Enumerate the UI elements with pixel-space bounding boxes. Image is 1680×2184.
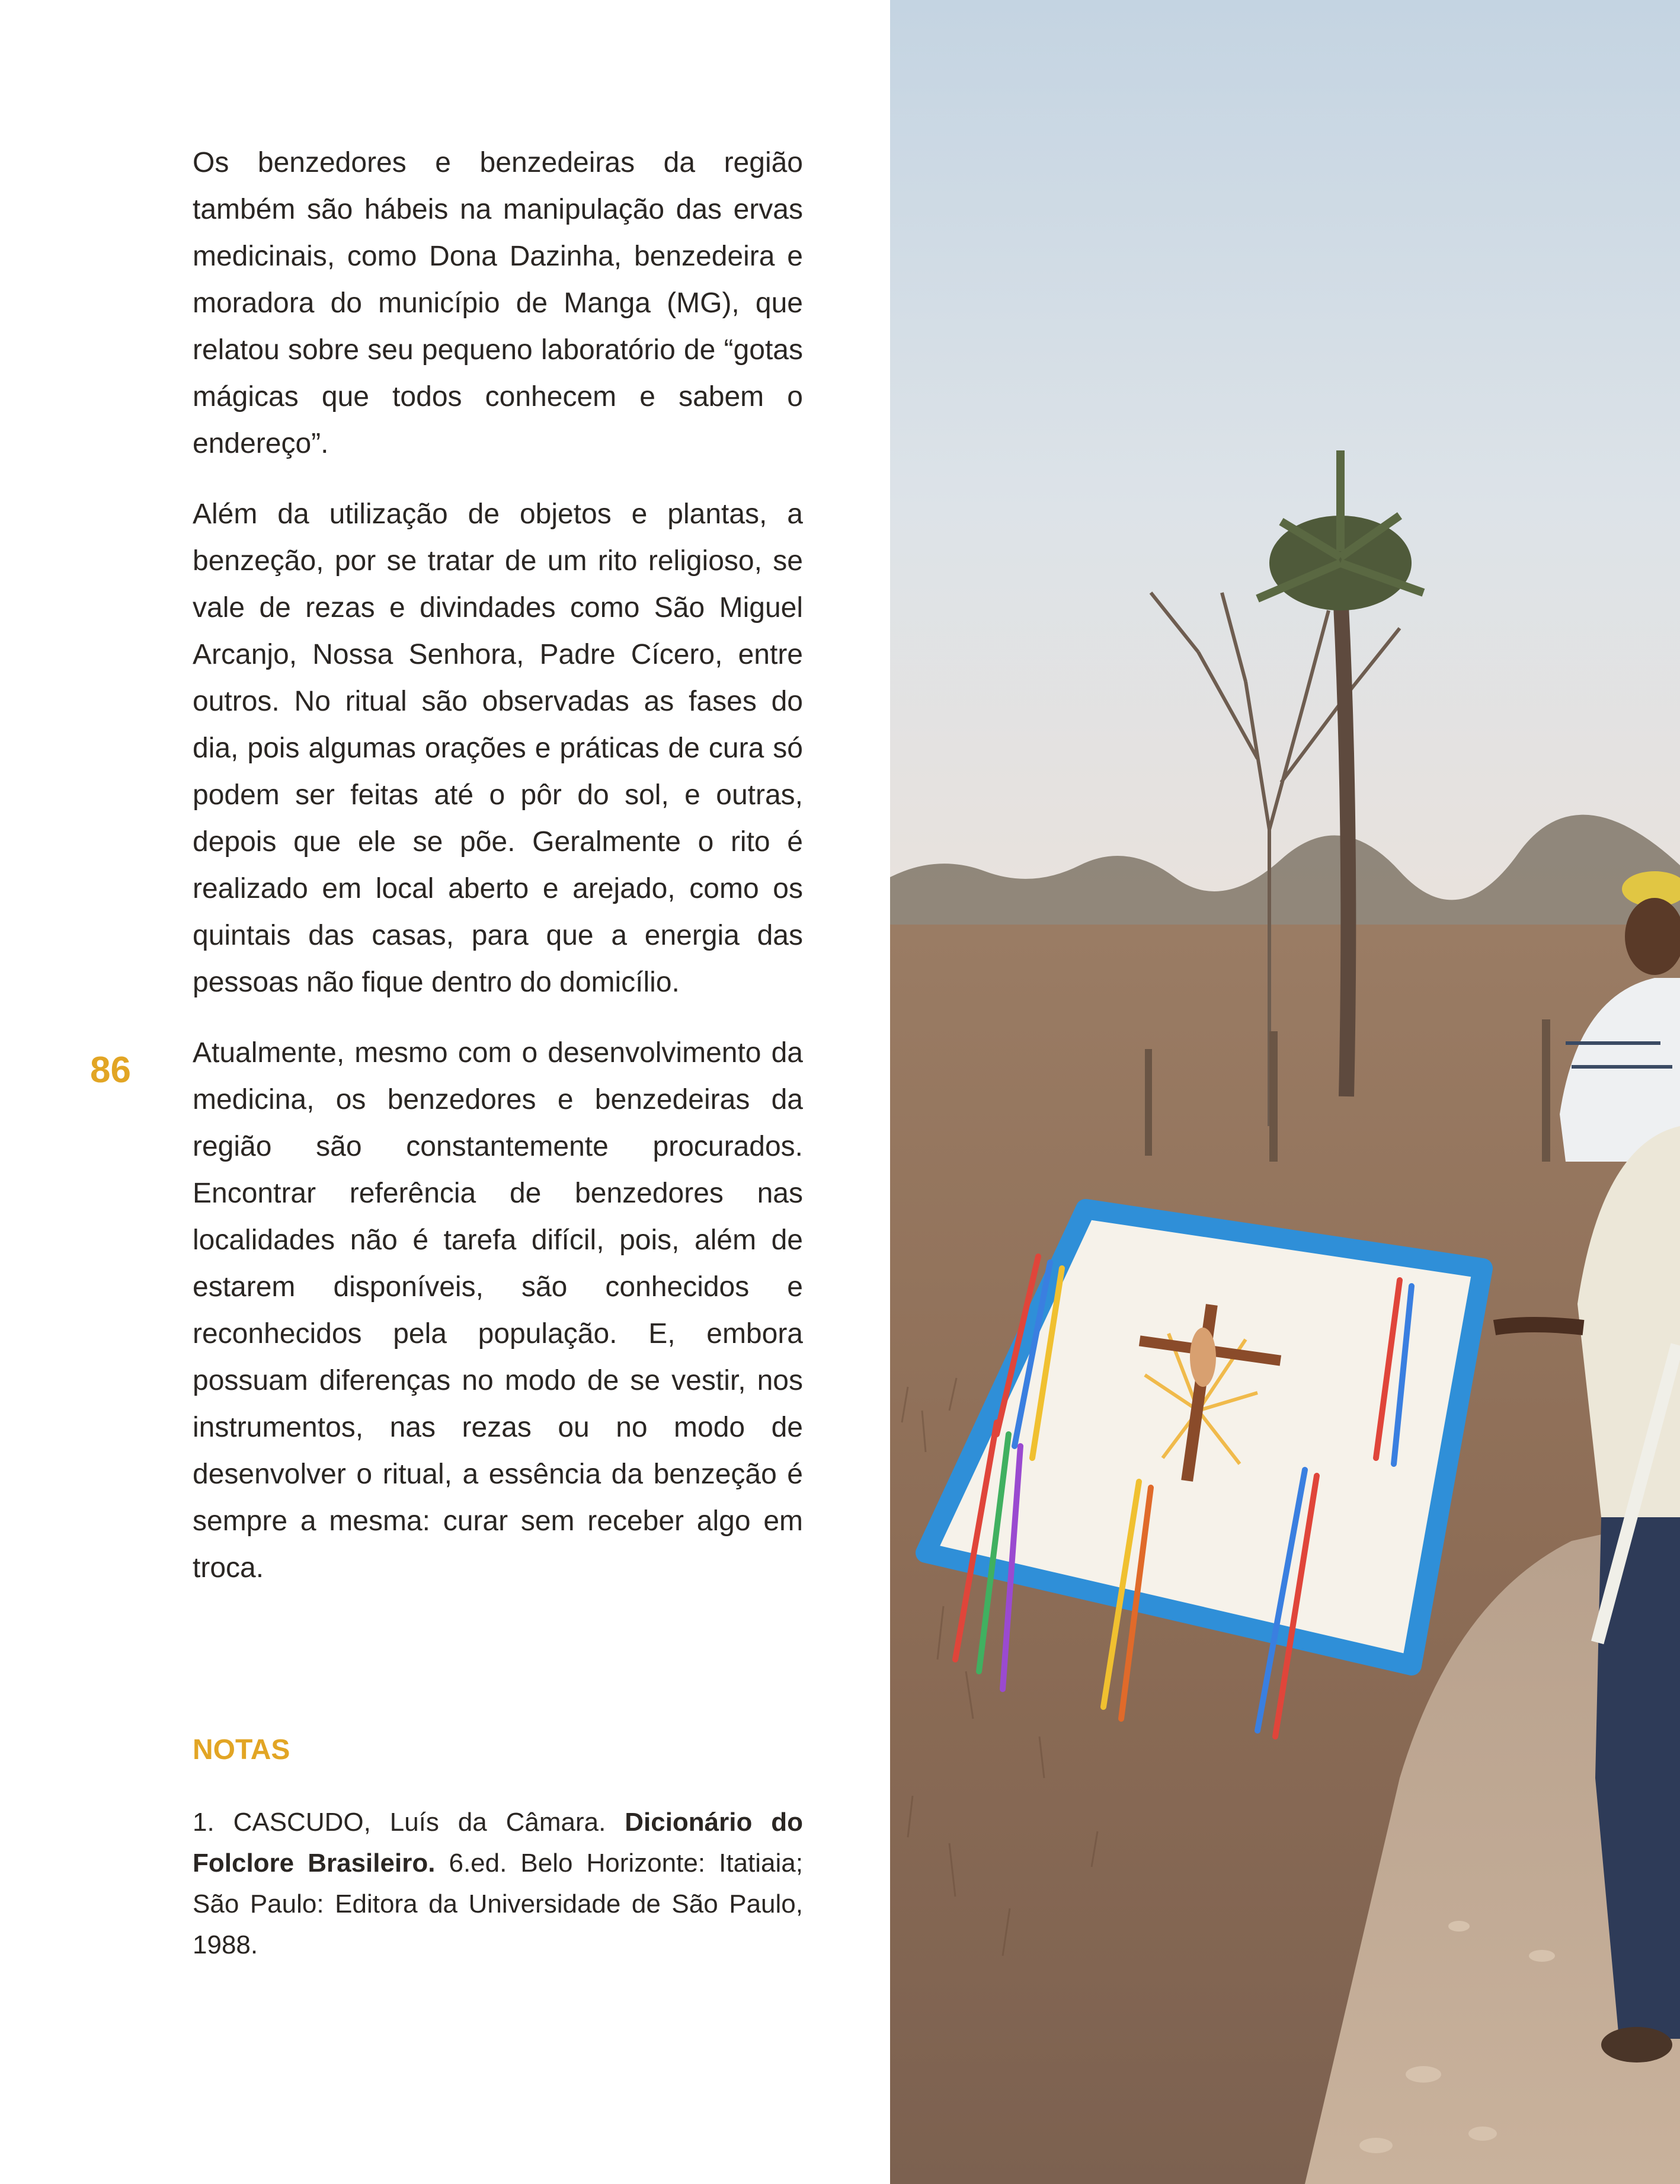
procession-photo-illustration — [890, 0, 1680, 2184]
notes-heading: NOTAS — [193, 1734, 290, 1766]
note-1-title: Dicionário do Folclore Brasileiro. — [193, 1808, 804, 1878]
page-number: 86 — [90, 1050, 131, 1091]
body-paragraph-1: Os benzedores e benzedeiras da região também são hábeis na manipulação das ervas medicinais, como Dona Dazinha, benzedeira e moradora do município de Manga (MG), que relatou sobre seu pequeno laboratório de “gotas mágicas que todos conhecem e sabem o endereço”. — [193, 147, 803, 459]
note-1-suffix: 6.ed. Belo Horizonte: Itatiaia; São Paulo: Editora da Universidade de São Paulo, 1988. — [193, 1849, 803, 1959]
sky — [890, 0, 1680, 925]
note-entry-1 — [193, 1802, 803, 1965]
body-paragraph-2: Além da utilização de objetos e plantas, a benzeção, por se tratar de um rito religioso, se vale de rezas e divindades como São Miguel Arcanjo, Nossa Senhora, Padre Cícero, entre outros. No ritual são observadas as fases do dia, pois algumas orações e práticas de cura só podem ser feitas até o pôr do sol, e outras, depois que ele se põe. Geralmente o rito é realizado em local aberto e arejado, como os quintais das casas, para que a energia das pessoas não fique dentro do domicílio. — [193, 498, 803, 998]
body-paragraph-3: Atualmente, mesmo com o desenvolvimento da medicina, os benzedores e benzedeiras da região são constantemente procurados. Encontrar referência de benzedores nas localidades não é tarefa difícil, pois, além de estarem disponíveis, são conhecidos e reconhecidos pela população. E, embora possuam diferenças no modo de se vestir, nos instrumentos, nas rezas ou no modo de desenvolver o ritual, a essência da benzeção é sempre a mesma: curar sem receber algo em troca. — [193, 1037, 803, 1584]
procession-photo — [890, 0, 1680, 2184]
note-1-prefix: 1. CASCUDO, Luís da Câmara. — [193, 1808, 625, 1837]
body-text-column — [193, 139, 803, 1615]
